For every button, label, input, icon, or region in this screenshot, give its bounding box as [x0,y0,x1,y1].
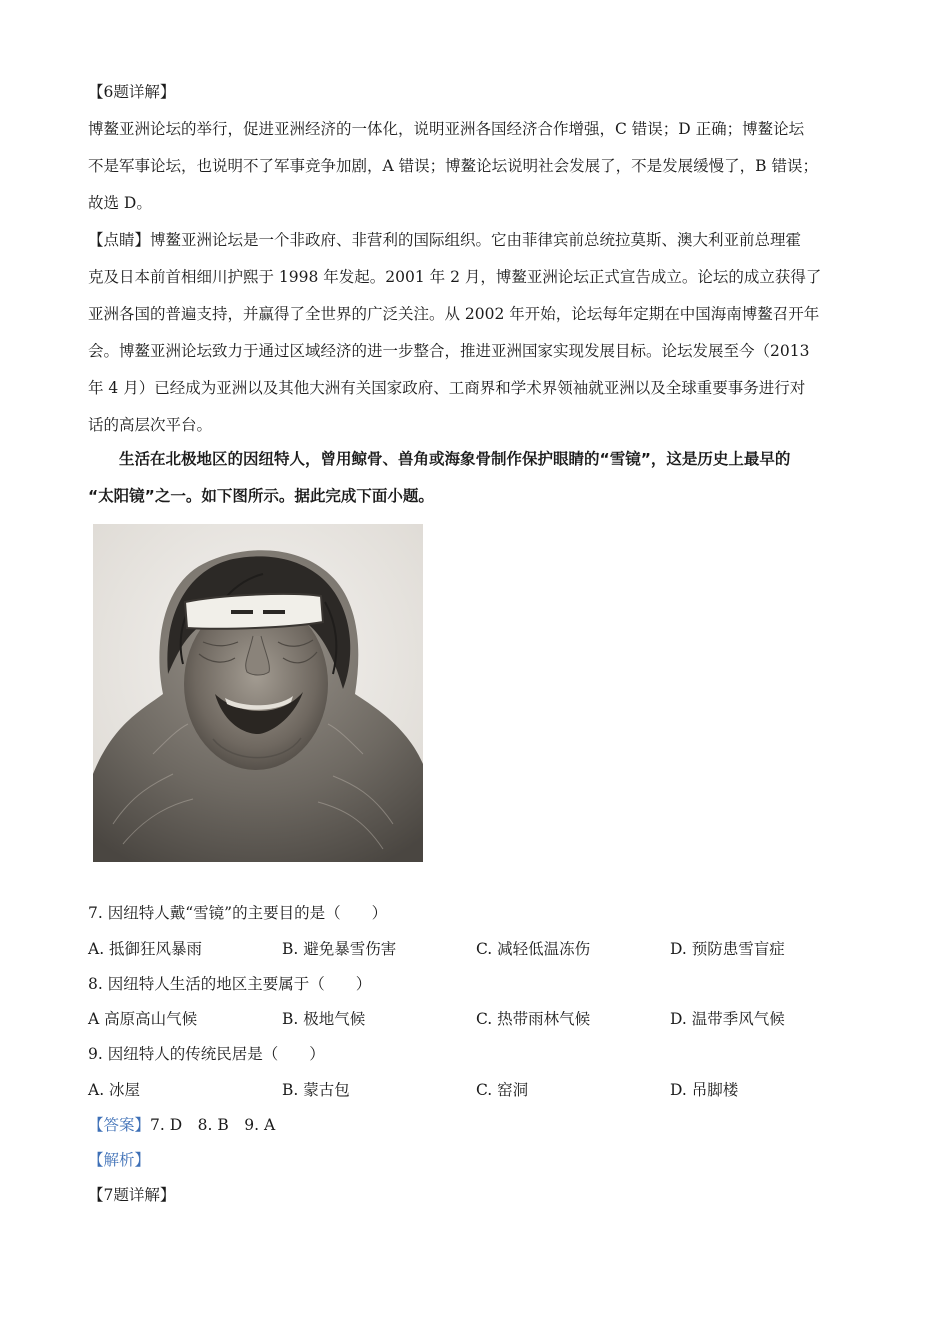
note-line: 年 4 月）已经成为亚洲以及其他大洲有关国家政府、工商界和学术界领袖就亚洲以及全球重要事务进行对 [88,379,806,397]
detail-6-line: 故选 D。 [88,194,152,212]
question-7-option-c: C. 减轻低温冻伤 [476,940,591,958]
detail-6-line: 不是军事论坛，也说明不了军事竞争加剧，A 错误；博鳌论坛说明社会发展了，不是发展缓慢了，B 错误； [88,157,818,175]
question-8-option-a: A 高原高山气候 [88,1010,198,1028]
question-9-option-a: A. 冰屋 [88,1081,141,1099]
analysis-label: 【解析】 [88,1151,151,1169]
question-7-option-d: D. 预防患雪盲症 [670,940,785,958]
note-line: 会。博鳌亚洲论坛致力于通过区域经济的进一步整合，推进亚洲国家实现发展目标。论坛发展至今（2013 [88,342,810,360]
question-8-stem: 8. 因纽特人生活的地区主要属于（ ） [88,975,372,993]
question-7-option-b: B. 避免暴雪伤害 [282,940,397,958]
question-9-option-d: D. 吊脚楼 [670,1081,739,1099]
question-8-option-b: B. 极地气候 [282,1010,366,1028]
note-line: 【点睛】博鳌亚洲论坛是一个非政府、非营利的国际组织。它由菲律宾前总统拉莫斯、澳大利亚前总理霍 [88,231,802,249]
question-7-option-a: A. 抵御狂风暴雨 [88,940,203,958]
detail-7-heading: 【7题详解】 [88,1186,176,1204]
inuit-snow-goggles-photo [93,524,423,862]
detail-6-line: 博鳌亚洲论坛的举行，促进亚洲经济的一体化，说明亚洲各国经济合作增强，C 错误；D 正确；博鳌论坛 [88,120,805,138]
note-section [88,222,868,444]
question-8-option-d: D. 温带季风气候 [670,1010,785,1028]
note-line: 亚洲各国的普遍支持，并赢得了全世界的广泛关注。从 2002 年开始，论坛每年定期在中国海南博鳌召开年 [88,305,820,323]
question-9-option-b: B. 蒙古包 [282,1081,350,1099]
note-line: 话的高层次平台。 [88,416,213,434]
note-line: 克及日本前首相细川护熙于 1998 年发起。2001 年 2 月，博鳌亚洲论坛正式宣告成立。论坛的成立获得了 [88,268,822,286]
question-intro [88,441,868,515]
intro-line-1: 生活在北极地区的因纽特人，曾用鲸骨、兽角或海象骨制作保护眼睛的“雪镜”，这是历史上最早的 [119,450,791,468]
detail-6-heading: 【6题详解】 [88,83,176,101]
question-9-option-c: C. 窑洞 [476,1081,529,1099]
answer-line [88,1113,275,1137]
question-8-option-c: C. 热带雨林气候 [476,1010,591,1028]
detail-6-section [88,74,868,222]
intro-line-2: “太阳镜”之一。如下图所示。据此完成下面小题。 [88,487,434,505]
question-9-stem: 9. 因纽特人的传统民居是（ ） [88,1045,325,1063]
answer-text: 7. D 8. B 9. A [150,1116,276,1134]
answer-label: 【答案】 [88,1116,151,1134]
question-7-stem: 7. 因纽特人戴“雪镜”的主要目的是（ ） [88,904,388,922]
